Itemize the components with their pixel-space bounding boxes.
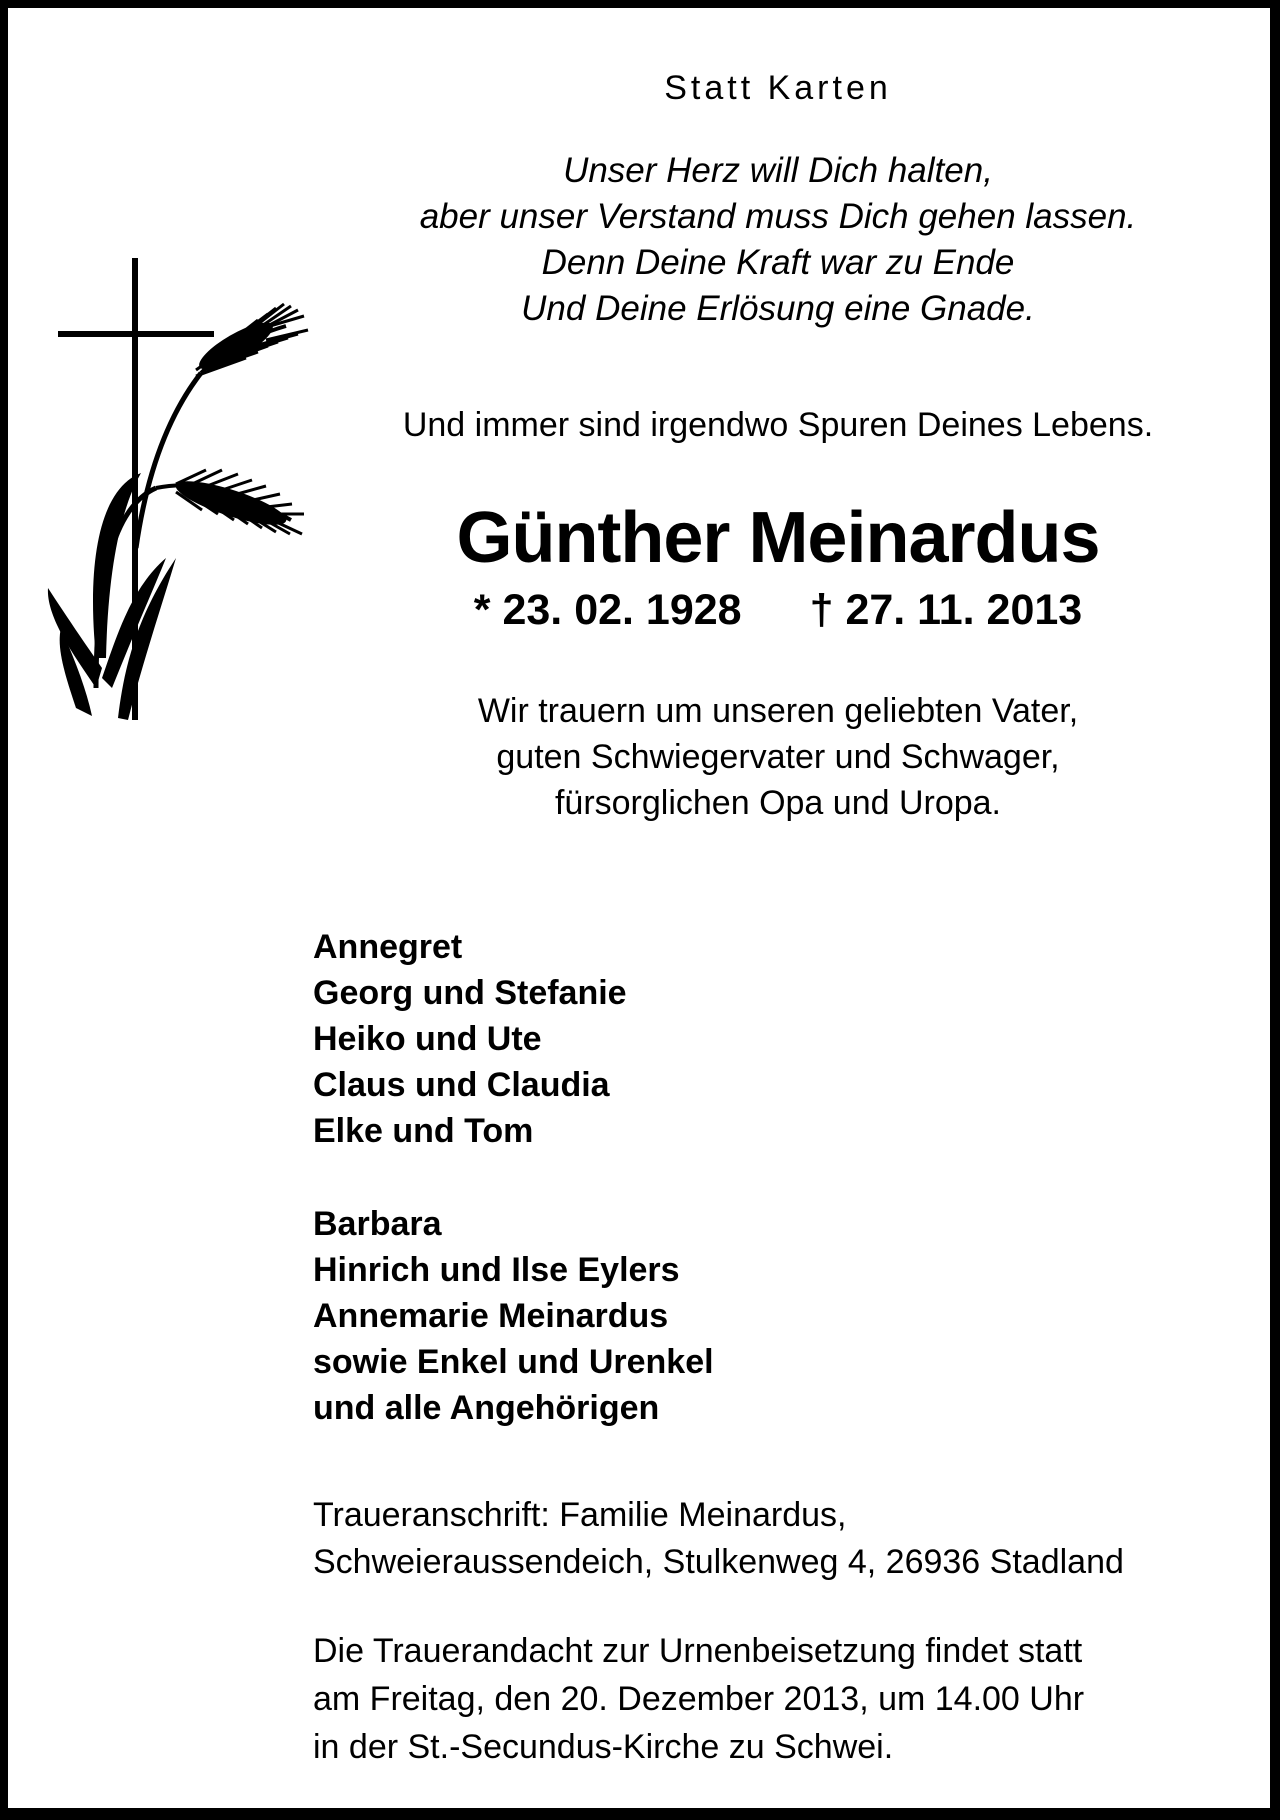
mourning-line: guten Schwiegervater und Schwager, <box>496 738 1060 776</box>
notice-heading: Statt Karten <box>664 69 892 107</box>
family-member: und alle Angehörigen <box>313 1389 660 1427</box>
obituary-notice <box>8 8 1270 1808</box>
mourning-text <box>318 688 1238 826</box>
motto: Und immer sind irgendwo Spuren Deines Lebens. <box>402 406 1154 444</box>
address-line: Schweieraussendeich, Stulkenweg 4, 26936 Stadland <box>313 1543 1124 1581</box>
family-member: Claus und Claudia <box>313 1066 610 1104</box>
death-date: † 27. 11. 2013 <box>809 586 1083 634</box>
poem-line: Denn Deine Kraft war zu Ende <box>541 243 1015 282</box>
mourning-line: fürsorglichen Opa und Uropa. <box>554 784 1002 822</box>
poem <box>318 148 1238 332</box>
poem-line: Und Deine Erlösung eine Gnade. <box>521 289 1035 328</box>
poem-line: aber unser Verstand muss Dich gehen lassen. <box>419 197 1137 236</box>
family-member: Heiko und Ute <box>313 1020 542 1058</box>
family-member: Hinrich und Ilse Eylers <box>313 1251 680 1289</box>
family-group-1 <box>313 924 1253 1154</box>
family-member: Annemarie Meinardus <box>313 1297 669 1335</box>
service-line: am Freitag, den 20. Dezember 2013, um 14.00 Uhr <box>313 1680 1085 1718</box>
family-group-2 <box>313 1201 1253 1431</box>
poem-line: Unser Herz will Dich halten, <box>563 151 993 190</box>
service-info <box>313 1627 1253 1771</box>
mourning-line: Wir trauern um unseren geliebten Vater, <box>477 692 1079 730</box>
family-member: sowie Enkel und Urenkel <box>313 1343 714 1381</box>
mourning-address <box>313 1492 1253 1586</box>
family-member: Annegret <box>313 928 463 966</box>
address-line: Traueranschrift: Familie Meinardus, <box>313 1496 847 1534</box>
service-line: in der St.-Secundus-Kirche zu Schwei. <box>313 1728 894 1766</box>
family-member: Georg und Stefanie <box>313 974 627 1012</box>
family-member: Barbara <box>313 1205 442 1243</box>
deceased-name: Günther Meinardus <box>456 498 1100 578</box>
service-line: Die Trauerandacht zur Urnenbeisetzung findet statt <box>313 1632 1083 1670</box>
cross-with-wheat-icon <box>36 258 336 728</box>
birth-date: * 23. 02. 1928 <box>473 586 742 634</box>
family-member: Elke und Tom <box>313 1112 534 1150</box>
life-dates <box>318 584 1238 636</box>
